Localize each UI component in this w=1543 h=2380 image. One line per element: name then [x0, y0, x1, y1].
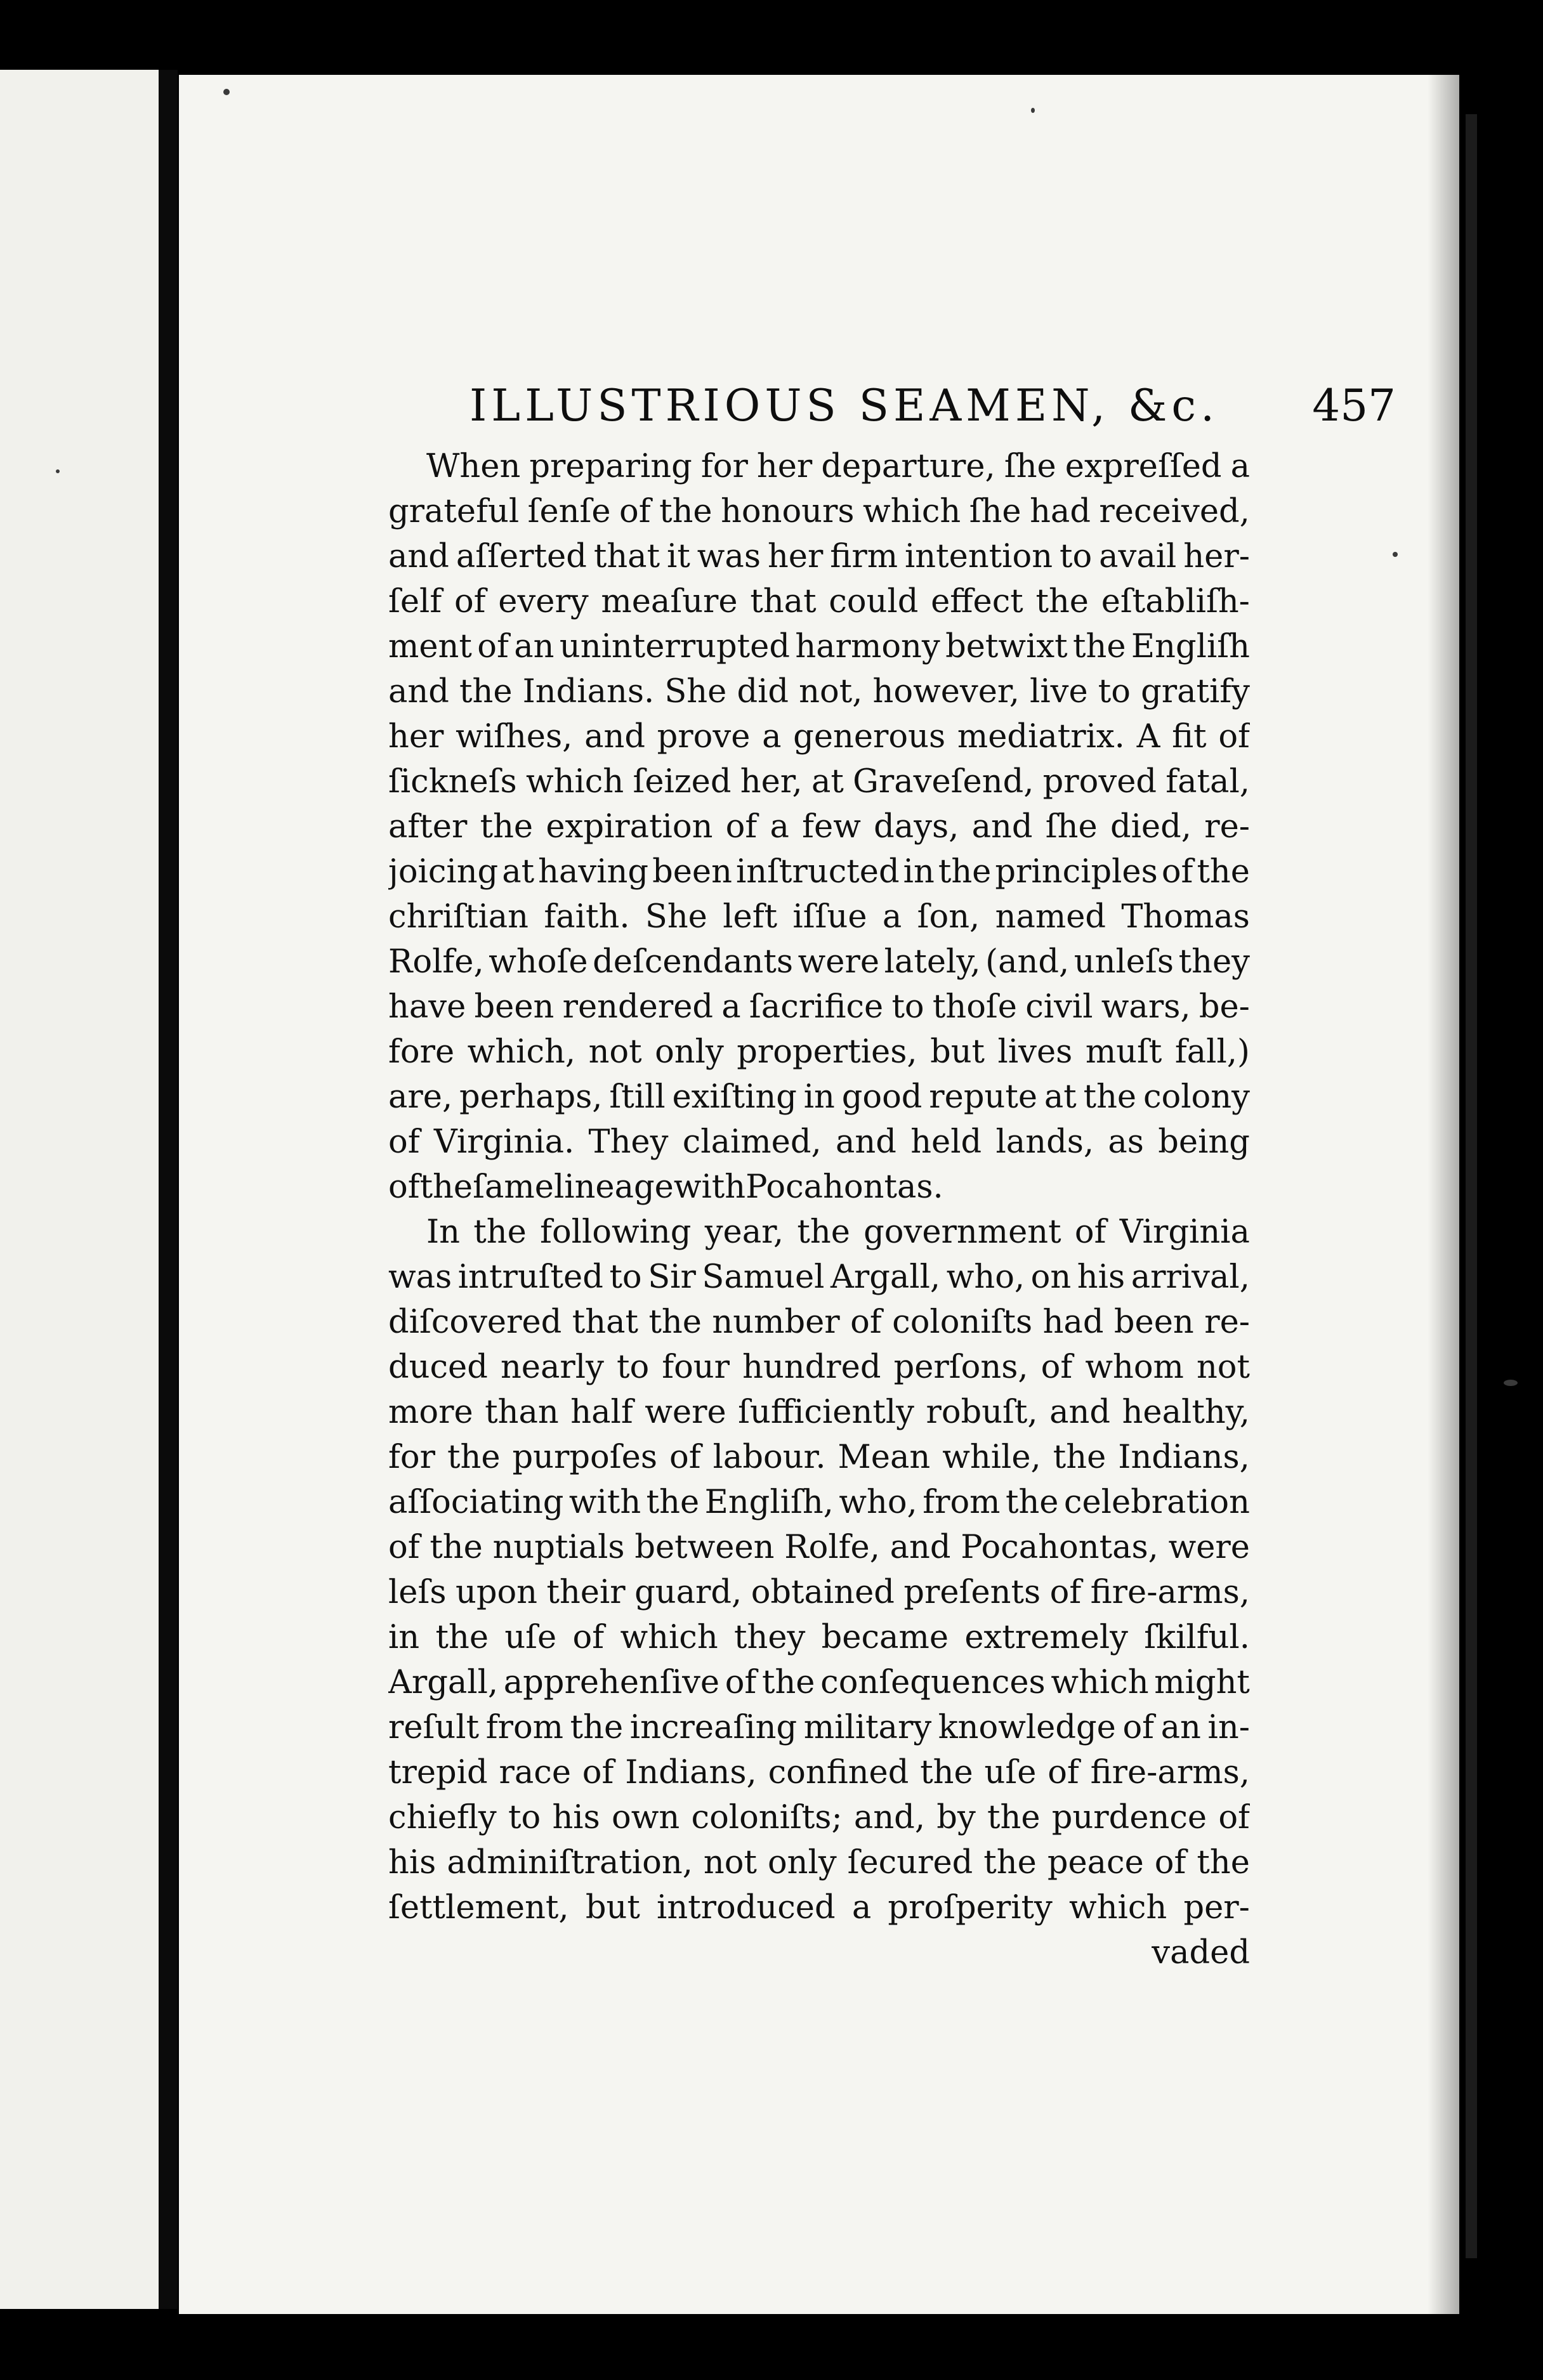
text-line: grateful ſenſe of the honours which ſhe had received,	[388, 493, 1250, 530]
text-line: When preparing for her departure, ſhe expreſſed a	[426, 448, 1250, 485]
page-number: 457	[1312, 381, 1396, 431]
text-line: diſcovered that the number of coloniſts had been re-	[388, 1304, 1250, 1341]
scan-speck	[223, 89, 230, 95]
scan-speck	[56, 469, 60, 473]
text-line: Rolfe, whoſe deſcendants were lately, (and, unleſs they	[388, 943, 1250, 981]
scan-speck	[1504, 1380, 1518, 1386]
text-line: Argall, apprehenſive of the conſequences which might	[388, 1664, 1250, 1701]
text-line: of the nuptials between Rolfe, and Pocahontas, were	[388, 1529, 1250, 1566]
text-line: leſs upon their guard, obtained preſents of fire-arms,	[388, 1574, 1250, 1611]
text-line: of Virginia. They claimed, and held lands, as being	[388, 1123, 1250, 1161]
text-line: joicing at having been inſtructed in the principles of the	[388, 853, 1250, 891]
catchword: vaded	[1152, 1934, 1250, 1971]
text-line: chiefly to his own coloniſts; and, by the purdence of	[388, 1799, 1250, 1836]
text-line: in the uſe of which they became extremely ſkilful.	[388, 1619, 1250, 1656]
text-line: and aſſerted that it was her firm intention to avail her-	[388, 538, 1250, 575]
page-shadow	[1428, 75, 1466, 2314]
text-line: ſettlement, but introduced a proſperity which per-	[388, 1889, 1250, 1926]
text-line: chriſtian faith. She left iſſue a ſon, named Thomas	[388, 898, 1250, 936]
body-text	[388, 444, 1250, 1975]
text-line: are, perhaps, ſtill exiſting in good repute at the colony	[388, 1078, 1250, 1116]
text-line: after the expiration of a few days, and ſhe died, re-	[388, 808, 1250, 846]
text-line: have been rendered a ſacrifice to thoſe civil wars, be-	[388, 988, 1250, 1026]
running-head: ILLUSTRIOUS SEAMEN, &c.	[469, 381, 1219, 431]
book-gutter	[159, 70, 178, 2309]
text-line: fore which, not only properties, but lives muſt fall,)	[388, 1033, 1250, 1071]
text-line: duced nearly to four hundred perſons, of whom not	[388, 1349, 1250, 1386]
text-line: of the ſame lineage with Pocahontas.	[388, 1168, 943, 1206]
text-line: aſſociating with the Engliſh, who, from the celebration	[388, 1484, 1250, 1521]
text-line: trepid race of Indians, confined the uſe of fire-arms,	[388, 1754, 1250, 1791]
text-line: was intruſted to Sir Samuel Argall, who, on his arrival,	[388, 1259, 1250, 1296]
text-line: ment of an uninterrupted harmony betwixt the Engliſh	[388, 628, 1250, 665]
text-line: reſult from the increaſing military knowledge of an in-	[388, 1709, 1250, 1746]
text-line: her wiſhes, and prove a generous mediatrix. A fit of	[388, 718, 1250, 755]
text-line: and the Indians. She did not, however, live to gratify	[388, 673, 1250, 710]
text-line: In the following year, the government of Virginia	[426, 1213, 1250, 1251]
paragraph	[388, 444, 1250, 1210]
text-line: ſelf of every meaſure that could effect the eſtabliſh-	[388, 583, 1250, 620]
paragraph	[388, 1210, 1250, 1930]
scan-speck	[1031, 108, 1035, 113]
text-line: more than half were ſufficiently robuſt, and healthy,	[388, 1394, 1250, 1431]
text-line: his adminiſtration, not only ſecured the peace of the	[388, 1844, 1250, 1881]
page-edge-strip	[1466, 114, 1477, 2258]
text-line: ſickneſs which ſeized her, at Graveſend, proved fatal,	[388, 763, 1250, 801]
facing-page-edge	[0, 70, 159, 2309]
scan-speck	[1393, 552, 1398, 557]
page-header	[469, 381, 1396, 450]
text-line: for the purpoſes of labour. Mean while, the Indians,	[388, 1439, 1250, 1476]
